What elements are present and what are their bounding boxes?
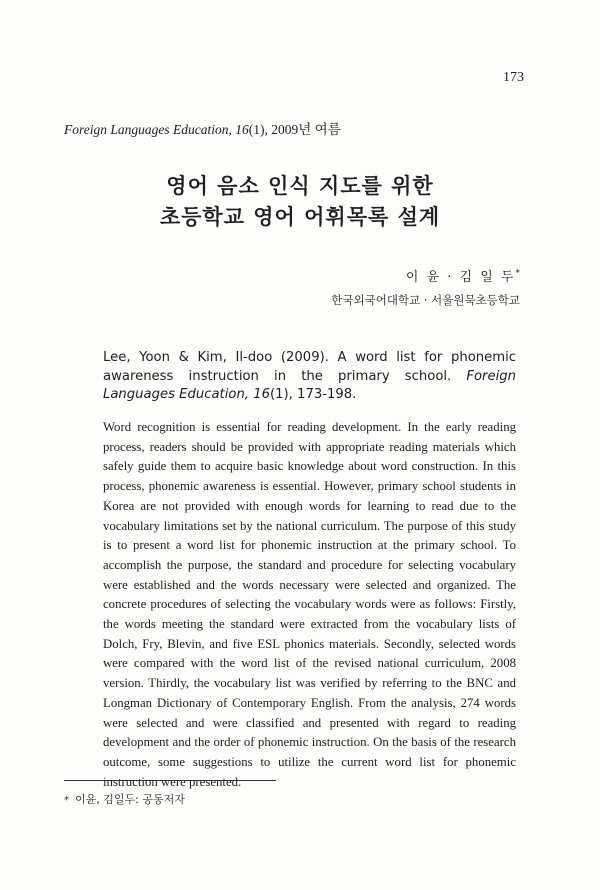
journal-name: Foreign Languages Education,	[64, 122, 232, 137]
title-line-1: 영어 음소 인식 지도를 위한	[166, 173, 434, 198]
journal-volume: 16	[235, 122, 249, 137]
citation-pages: (1), 173-198.	[269, 387, 357, 402]
paper-title	[0, 170, 600, 232]
citation-volume: 16	[253, 387, 270, 402]
footnote-text: 이윤, 김일두: 공동저자	[75, 793, 185, 806]
author-list: 이 윤 · 김 일 두	[405, 270, 516, 285]
citation-journal: Foreign Languages Education,	[103, 368, 516, 402]
author-names	[406, 266, 520, 285]
page-number: 173	[503, 70, 524, 85]
abstract-text: Word recognition is essential for reading development. In the early reading process, readers should be provided with appropriate reading materials which safely guide them to acquire basic knowledge about word construction. In this process, phonemic awareness is essential. However, primary school students in Korea are not provided with enough words for learning to read due to the vocabulary limitations set by the national curriculum. The purpose of this study is to present a word list for phonemic instruction at the primary school. To accomplish the purpose, the standard and procedure for selecting vocabulary were established and the words necessary were selected and organized. The concrete procedures of selecting the vocabulary words were as follows: Firstly, the words meeting the standard were extracted from the vocabulary lists of Dolch, Fry, Blevin, and five ESL phonics materials. Secondly, selected words were compared with the word list of the revised national curriculum, 2008 version. Thirdly, the vocabulary list was verified by referring to the BNC and Longman Dictionary of Contemporary English. From the analysis, 274 words were selected and were classified and presented with regard to reading development and the order of phonemic instruction. On the basis of the research outcome, some suggestions to utilize the current word list for phonemic instruction were presented.	[103, 420, 516, 789]
journal-reference	[64, 118, 341, 138]
title-line-2: 초등학교 영어 어휘목록 설계	[159, 204, 441, 229]
footnote-divider	[64, 780, 276, 781]
footnote	[64, 791, 185, 807]
journal-issue: (1), 2009년 여름	[248, 122, 341, 137]
citation-authors-title: Lee, Yoon & Kim, Il-doo (2009). A word list for phonemic awareness instruction in the primary school.	[103, 350, 516, 384]
author-footnote-mark: *	[515, 268, 520, 279]
citation	[103, 349, 516, 405]
footnote-mark: *	[64, 795, 69, 806]
author-affiliation: 한국외국어대학교 · 서울원묵초등학교	[331, 293, 520, 307]
